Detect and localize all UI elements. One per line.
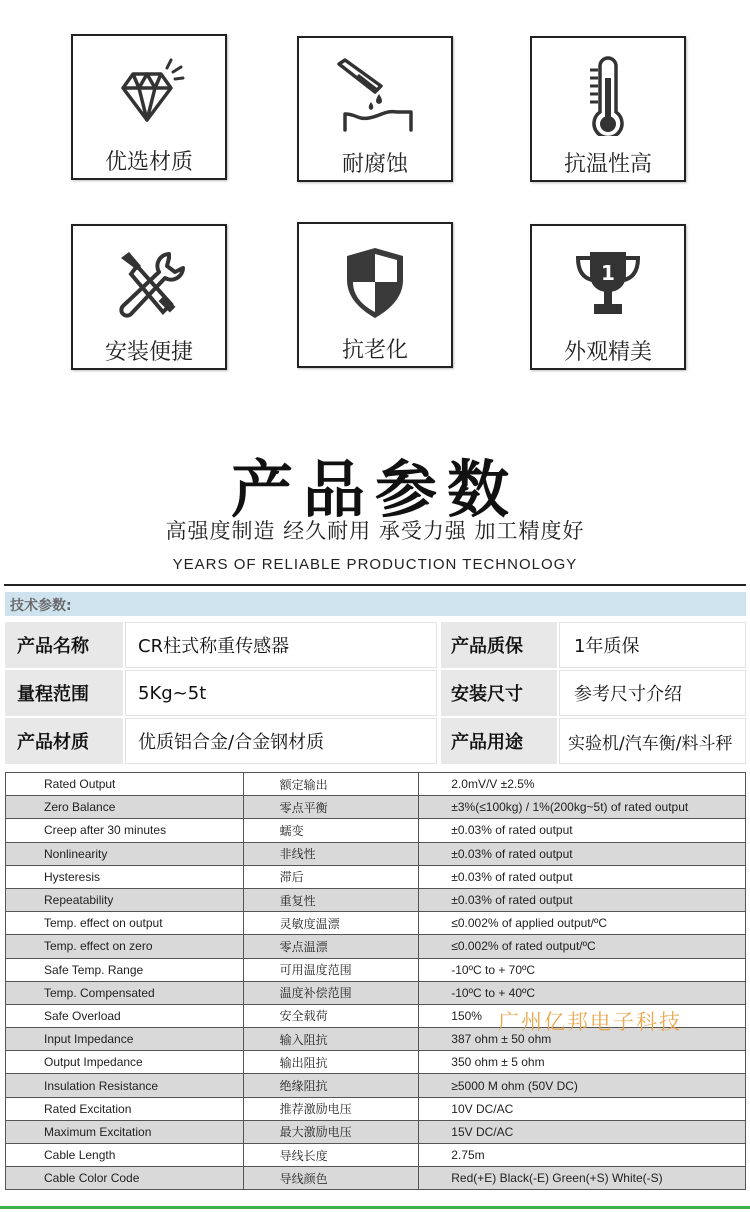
spec-row [6, 819, 746, 842]
spec-name-cn: 导线长度 [243, 1144, 419, 1167]
spec-name-en: Temp. Compensated [6, 981, 244, 1004]
spec-name-en: Hysteresis [6, 865, 244, 888]
info-key: 产品用途 [441, 718, 557, 764]
spec-name-cn: 推荐激励电压 [243, 1097, 419, 1120]
spec-name-en: Rated Output [6, 773, 244, 796]
section-title: 产品参数 [230, 453, 519, 526]
spec-name-cn: 零点温漂 [243, 935, 419, 958]
spec-value: 2.0mV/V ±2.5% [419, 773, 746, 796]
spec-row [6, 1120, 746, 1143]
spec-name-cn: 零点平衡 [243, 796, 419, 819]
info-key: 产品材质 [5, 718, 123, 764]
section-english-tagline: YEARS OF RELIABLE PRODUCTION TECHNOLOGY [172, 556, 578, 573]
spec-row [6, 865, 746, 888]
feature-card-temperature [530, 36, 686, 182]
spec-value: ≥5000 M ohm (50V DC) [419, 1074, 746, 1097]
spec-value: ≤0.002% of rated output/ºC [419, 935, 746, 958]
spec-name-cn: 导线颜色 [243, 1167, 419, 1190]
spec-value: ±0.03% of rated output [419, 842, 746, 865]
info-key: 产品质保 [441, 622, 557, 668]
divider [4, 584, 746, 586]
spec-value: 350 ohm ± 5 ohm [419, 1051, 746, 1074]
spec-name-cn: 温度补偿范围 [243, 981, 419, 1004]
feature-label: 抗温性高 [563, 152, 652, 177]
spec-name-en: Nonlinearity [6, 842, 244, 865]
spec-row [6, 1074, 746, 1097]
spec-header-bar [5, 592, 746, 616]
spec-name-cn: 可用温度范围 [243, 958, 419, 981]
spec-name-cn: 非线性 [243, 842, 419, 865]
spec-row [6, 1097, 746, 1120]
spec-header-label: 技术参数: [10, 598, 72, 614]
spec-name-cn: 输入阻抗 [243, 1028, 419, 1051]
spec-value: 10V DC/AC [419, 1097, 746, 1120]
shield-icon [335, 242, 415, 322]
spec-name-en: Zero Balance [6, 796, 244, 819]
spec-row [6, 888, 746, 911]
feature-label: 优选材质 [104, 150, 193, 175]
spec-row [6, 935, 746, 958]
spec-row [6, 958, 746, 981]
corrosion-icon [335, 56, 415, 136]
feature-label: 抗老化 [341, 338, 408, 363]
spec-name-cn: 灵敏度温漂 [243, 912, 419, 935]
spec-name-en: Rated Excitation [6, 1097, 244, 1120]
spec-value: 2.75m [419, 1144, 746, 1167]
spec-value: ±0.03% of rated output [419, 865, 746, 888]
info-key: 产品名称 [5, 622, 123, 668]
spec-row [6, 842, 746, 865]
spec-name-en: Output Impedance [6, 1051, 244, 1074]
spec-name-cn: 蠕变 [243, 819, 419, 842]
feature-card-install [71, 224, 227, 370]
info-row [5, 622, 746, 668]
spec-row [6, 773, 746, 796]
spec-name-en: Temp. effect on zero [6, 935, 244, 958]
spec-row [6, 1167, 746, 1190]
spec-name-cn: 滞后 [243, 865, 419, 888]
info-value: 参考尺寸介绍 [559, 670, 746, 716]
diamond-icon [109, 54, 189, 134]
section-subtitle: 高强度制造 经久耐用 承受力强 加工精度好 [165, 519, 585, 543]
info-key: 安装尺寸 [441, 670, 557, 716]
spec-value: 150% [419, 1004, 746, 1027]
feature-card-antiaging [297, 222, 453, 368]
spec-table [5, 772, 746, 1190]
spec-row [6, 796, 746, 819]
spec-name-cn: 最大激励电压 [243, 1120, 419, 1143]
feature-label: 外观精美 [563, 340, 652, 365]
spec-name-cn: 重复性 [243, 888, 419, 911]
spec-row [6, 1144, 746, 1167]
spec-row [6, 1051, 746, 1074]
thermometer-icon [568, 56, 648, 136]
trophy-number: 1 [601, 261, 615, 285]
spec-name-en: Cable Length [6, 1144, 244, 1167]
spec-name-cn: 输出阻抗 [243, 1051, 419, 1074]
spec-name-en: Repeatability [6, 888, 244, 911]
info-value: 优质铝合金/合金钢材质 [125, 718, 437, 764]
spec-value: Red(+E) Black(-E) Green(+S) White(-S) [419, 1167, 746, 1190]
info-key: 量程范围 [5, 670, 123, 716]
spec-value: 15V DC/AC [419, 1120, 746, 1143]
spec-value: ±0.03% of rated output [419, 819, 746, 842]
spec-name-en: Safe Overload [6, 1004, 244, 1027]
product-info-table [5, 622, 746, 766]
spec-value: ±3%(≤100kg) / 1%(200kg~5t) of rated output [419, 796, 746, 819]
spec-name-en: Cable Color Code [6, 1167, 244, 1190]
info-value: CR柱式称重传感器 [125, 622, 437, 668]
watermark: 广州亿邦电子科技 [498, 1010, 682, 1034]
trophy-icon [568, 244, 648, 324]
bottom-divider [0, 1206, 750, 1209]
spec-name-en: Input Impedance [6, 1028, 244, 1051]
info-value: 实验机/汽车衡/料斗秤 [559, 718, 746, 764]
spec-name-en: Insulation Resistance [6, 1074, 244, 1097]
feature-card-corrosion [297, 36, 453, 182]
feature-label: 安装便捷 [104, 340, 193, 365]
spec-row [6, 912, 746, 935]
spec-name-cn: 安全载荷 [243, 1004, 419, 1027]
spec-value: ±0.03% of rated output [419, 888, 746, 911]
spec-name-cn: 额定输出 [243, 773, 419, 796]
info-value: 1年质保 [559, 622, 746, 668]
spec-name-cn: 绝缘阻抗 [243, 1074, 419, 1097]
spec-name-en: Temp. effect on output [6, 912, 244, 935]
spec-name-en: Creep after 30 minutes [6, 819, 244, 842]
info-row [5, 718, 746, 764]
spec-name-en: Safe Temp. Range [6, 958, 244, 981]
tools-icon [109, 244, 189, 324]
feature-card-material [71, 34, 227, 180]
spec-value: ≤0.002% of applied output/ºC [419, 912, 746, 935]
info-row [5, 670, 746, 716]
info-value: 5Kg~5t [125, 670, 437, 716]
spec-row [6, 981, 746, 1004]
spec-value: -10ºC to + 40ºC [419, 981, 746, 1004]
feature-card-appearance [530, 224, 686, 370]
spec-value: -10ºC to + 70ºC [419, 958, 746, 981]
feature-label: 耐腐蚀 [341, 152, 408, 177]
spec-value: 387 ohm ± 50 ohm [419, 1028, 746, 1051]
spec-name-en: Maximum Excitation [6, 1120, 244, 1143]
